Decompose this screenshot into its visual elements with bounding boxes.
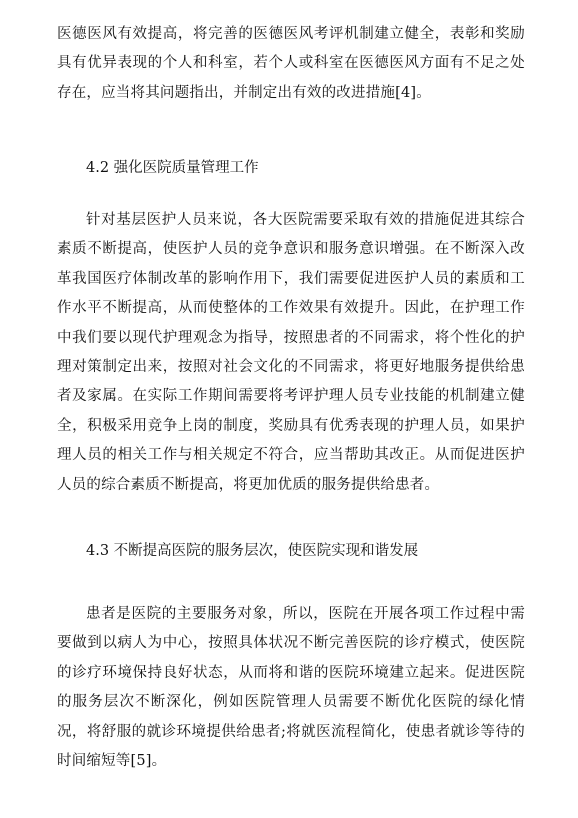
paragraph-service-level: 患者是医院的主要服务对象，所以，医院在开展各项工作过程中需要做到以病人为中心，按照具体状况不断完善医院的诊疗模式，使医院的诊疗环境保持良好状态，从而将和谐的医院环境建立起来。促进医院的服务层次不断深化，例如医院管理人员需要不断优化医院的绿化情况，将舒服的就诊环境提供给患者;将就医流程简化，使患者就诊等待的时间缩短等[5]。 bbox=[57, 606, 525, 770]
section-heading-4-3: 4.3 不断提高医院的服务层次，使医院实现和谐发展 bbox=[86, 543, 419, 559]
paragraph-medical-ethics: 医德医风有效提高，将完善的医德医风考评机制建立健全，表彰和奖励具有优异表现的个人和科室，若个人或科室在医德医风方面有不足之处存在，应当将其问题指出，并制定出有效的改进措施[4]。 bbox=[57, 26, 525, 101]
paragraph-quality-management: 针对基层医护人员来说，各大医院需要采取有效的措施促进其综合素质不断提高，使医护人员的竞争意识和服务意识增强。在不断深入改革我国医疗体制改革的影响作用下，我们需要促进医护人员的素质和工作水平不断提高，从而使整体的工作效果有效提升。因此，在护理工作中我们要以现代护理观念为指导，按照患者的不同需求，将个性化的护理对策制定出来，按照对社会文化的不同需求，将更好地服务提供给患者及家属。在实际工作期间需要将考评护理人员专业技能的机制建立健全，积极采用竞争上岗的制度，奖励具有优秀表现的护理人员，如果护理人员的相关工作与相关规定不符合，应当帮助其改正。从而促进医护人员的综合素质不断提高，将更加优质的服务提供给患者。 bbox=[57, 212, 525, 493]
section-heading-4-2: 4.2 强化医院质量管理工作 bbox=[86, 160, 259, 176]
